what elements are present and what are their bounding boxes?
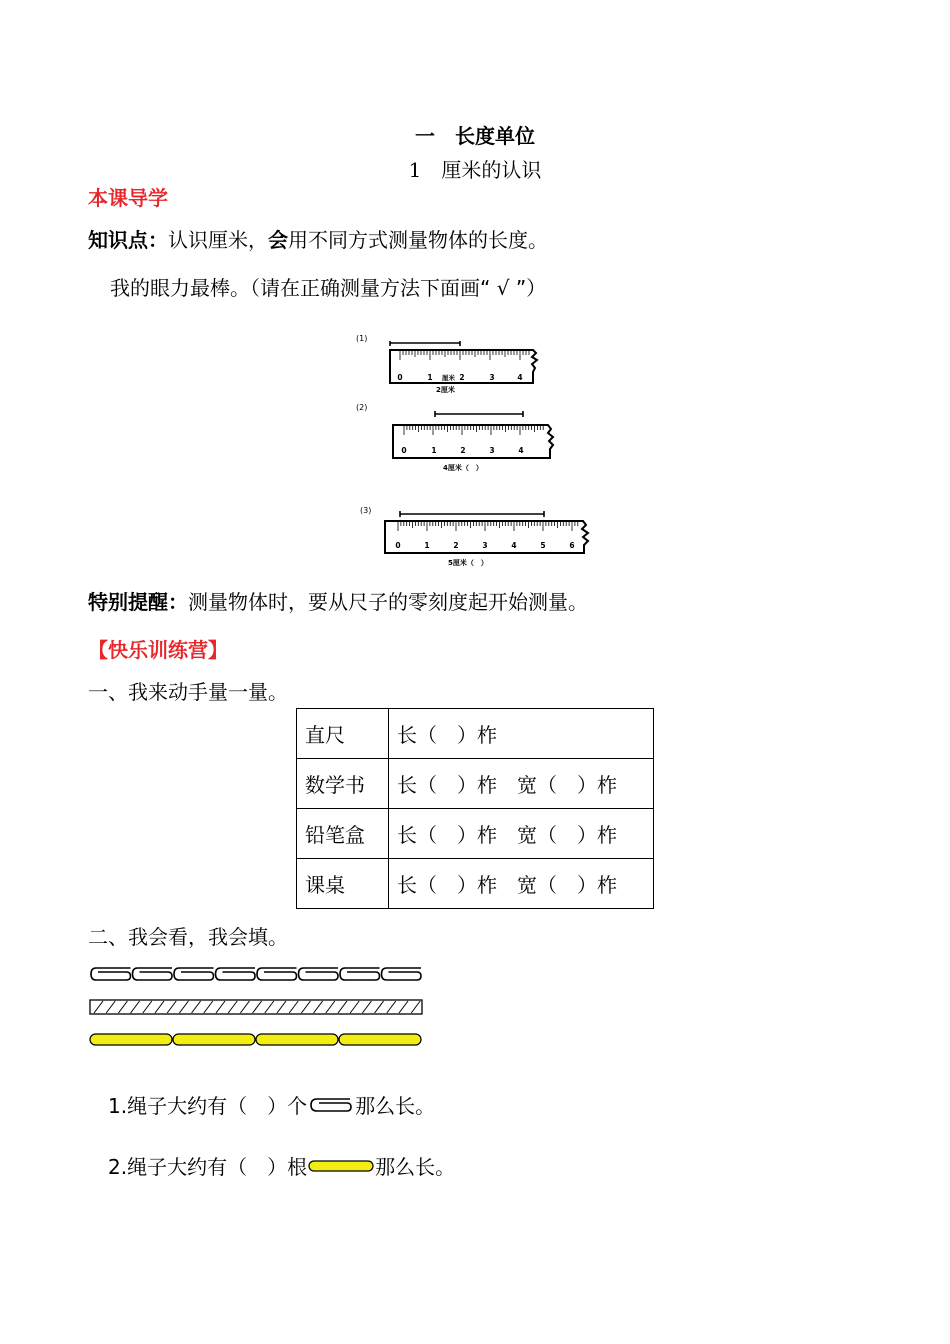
paperclip-icon [91,968,131,980]
ruler-2-tick-0: 0 [401,446,407,455]
stick-icon [256,1034,338,1045]
ruler-3-tick-1: 1 [424,541,430,550]
comparison-figure [86,964,428,1052]
ruler-figure [350,325,600,570]
table-cell-item: 数学书 [297,759,389,809]
ruler-3-tick-5: 5 [540,541,546,550]
ruler-2 [356,403,553,472]
ruler-3-tick-6: 6 [569,541,575,550]
table-row [297,759,654,809]
fill-2-text: 绳子大约有（ ）根 [127,1155,308,1179]
paperclip-icon [299,968,339,980]
paperclip-icon [216,968,256,980]
paperclip-row [91,968,421,980]
fill-1-text: 绳子大约有（ ）个 [127,1094,308,1118]
ruler-2-object-bar [435,411,523,417]
paperclip-icon [257,968,297,980]
stick-icon [307,1158,375,1174]
ruler-1 [356,334,537,394]
paperclip-icon [309,1095,353,1115]
instruction-text: 我的眼力最棒。（请在正确测量方法下面画“ √ ”） [110,276,547,300]
ruler-3-label: (3) [360,506,372,515]
table-row [297,809,654,859]
ruler-2-tick-3: 3 [489,446,495,455]
ruler-2-tick-1: 1 [431,446,437,455]
ruler-3-tick-0: 0 [395,541,401,550]
ruler-3-tick-3: 3 [482,541,488,550]
ruler-1-tick-2: 2 [459,373,465,382]
ruler-2-caption: 4厘米（ ） [443,464,483,472]
paperclip-icon [340,968,380,980]
table-cell-value: 长（ ）柞 宽（ ）柞 [389,759,654,809]
ruler-1-tick-0: 0 [397,373,403,382]
knowledge-rest: 用不同方式测量物体的长度。 [288,228,548,252]
knowledge-bold: 会 [268,228,288,252]
table-cell-value: 长（ ）柞 宽（ ）柞 [389,859,654,909]
ruler-1-object-bar [390,341,460,346]
section-heading-guide: 本课导学 [88,186,168,210]
paperclip-icon [174,968,214,980]
page-title: 一 长度单位 [415,124,535,148]
ruler-1-tick-1: 1 [427,373,433,382]
ruler-1-label: (1) [356,334,368,343]
measure-table [296,708,654,909]
ruler-3-object-bar [400,511,544,517]
fill-1-num: 1. [108,1094,128,1118]
stick-icon [339,1034,421,1045]
table-row [297,859,654,909]
special-reminder [88,590,588,614]
knowledge-text: 认识厘米， [168,228,268,252]
table-cell-item: 铅笔盒 [297,809,389,859]
table-cell-value: 长（ ）柞 宽（ ）柞 [389,809,654,859]
table-row [297,709,654,759]
ruler-1-caption: 2厘米 [436,386,455,394]
knowledge-label: 知识点： [88,228,168,252]
fill-2-end: 那么长。 [375,1155,456,1179]
table-cell-item: 直尺 [297,709,389,759]
table-cell-item: 课桌 [297,859,389,909]
stick-icon [173,1034,255,1045]
ruler-1-unit: 厘米 [442,374,455,382]
stick-icon [90,1034,172,1045]
ruler-1-tick-4: 4 [517,373,523,382]
ruler-2-tick-2: 2 [460,446,466,455]
ruler-3 [360,506,588,567]
page-subtitle: 1 厘米的认识 [408,158,542,182]
section-heading-practice: 【快乐训练营】 [88,638,228,662]
paperclip-icon [133,968,173,980]
paperclip-icon [382,968,422,980]
reminder-text: 测量物体时，要从尺子的零刻度起开始测量。 [188,590,588,614]
ruler-2-label: (2) [356,403,368,412]
table-cell-value: 长（ ）柞 [389,709,654,759]
fill-question-1 [108,1094,435,1118]
ruler-3-tick-2: 2 [453,541,459,550]
question-2: 二、我会看，我会填。 [88,925,288,949]
fill-1-end: 那么长。 [355,1094,436,1118]
question-1: 一、我来动手量一量。 [88,680,288,704]
ruler-3-caption: 5厘米（ ） [448,559,488,567]
knowledge-point [88,228,548,252]
ruler-2-tick-4: 4 [518,446,524,455]
ruler-1-tick-3: 3 [489,373,495,382]
stick-row [90,1034,421,1045]
reminder-label: 特别提醒： [88,590,188,614]
rope [90,1000,422,1014]
fill-2-num: 2. [108,1155,128,1179]
ruler-3-tick-4: 4 [511,541,517,550]
fill-question-2 [108,1155,455,1179]
